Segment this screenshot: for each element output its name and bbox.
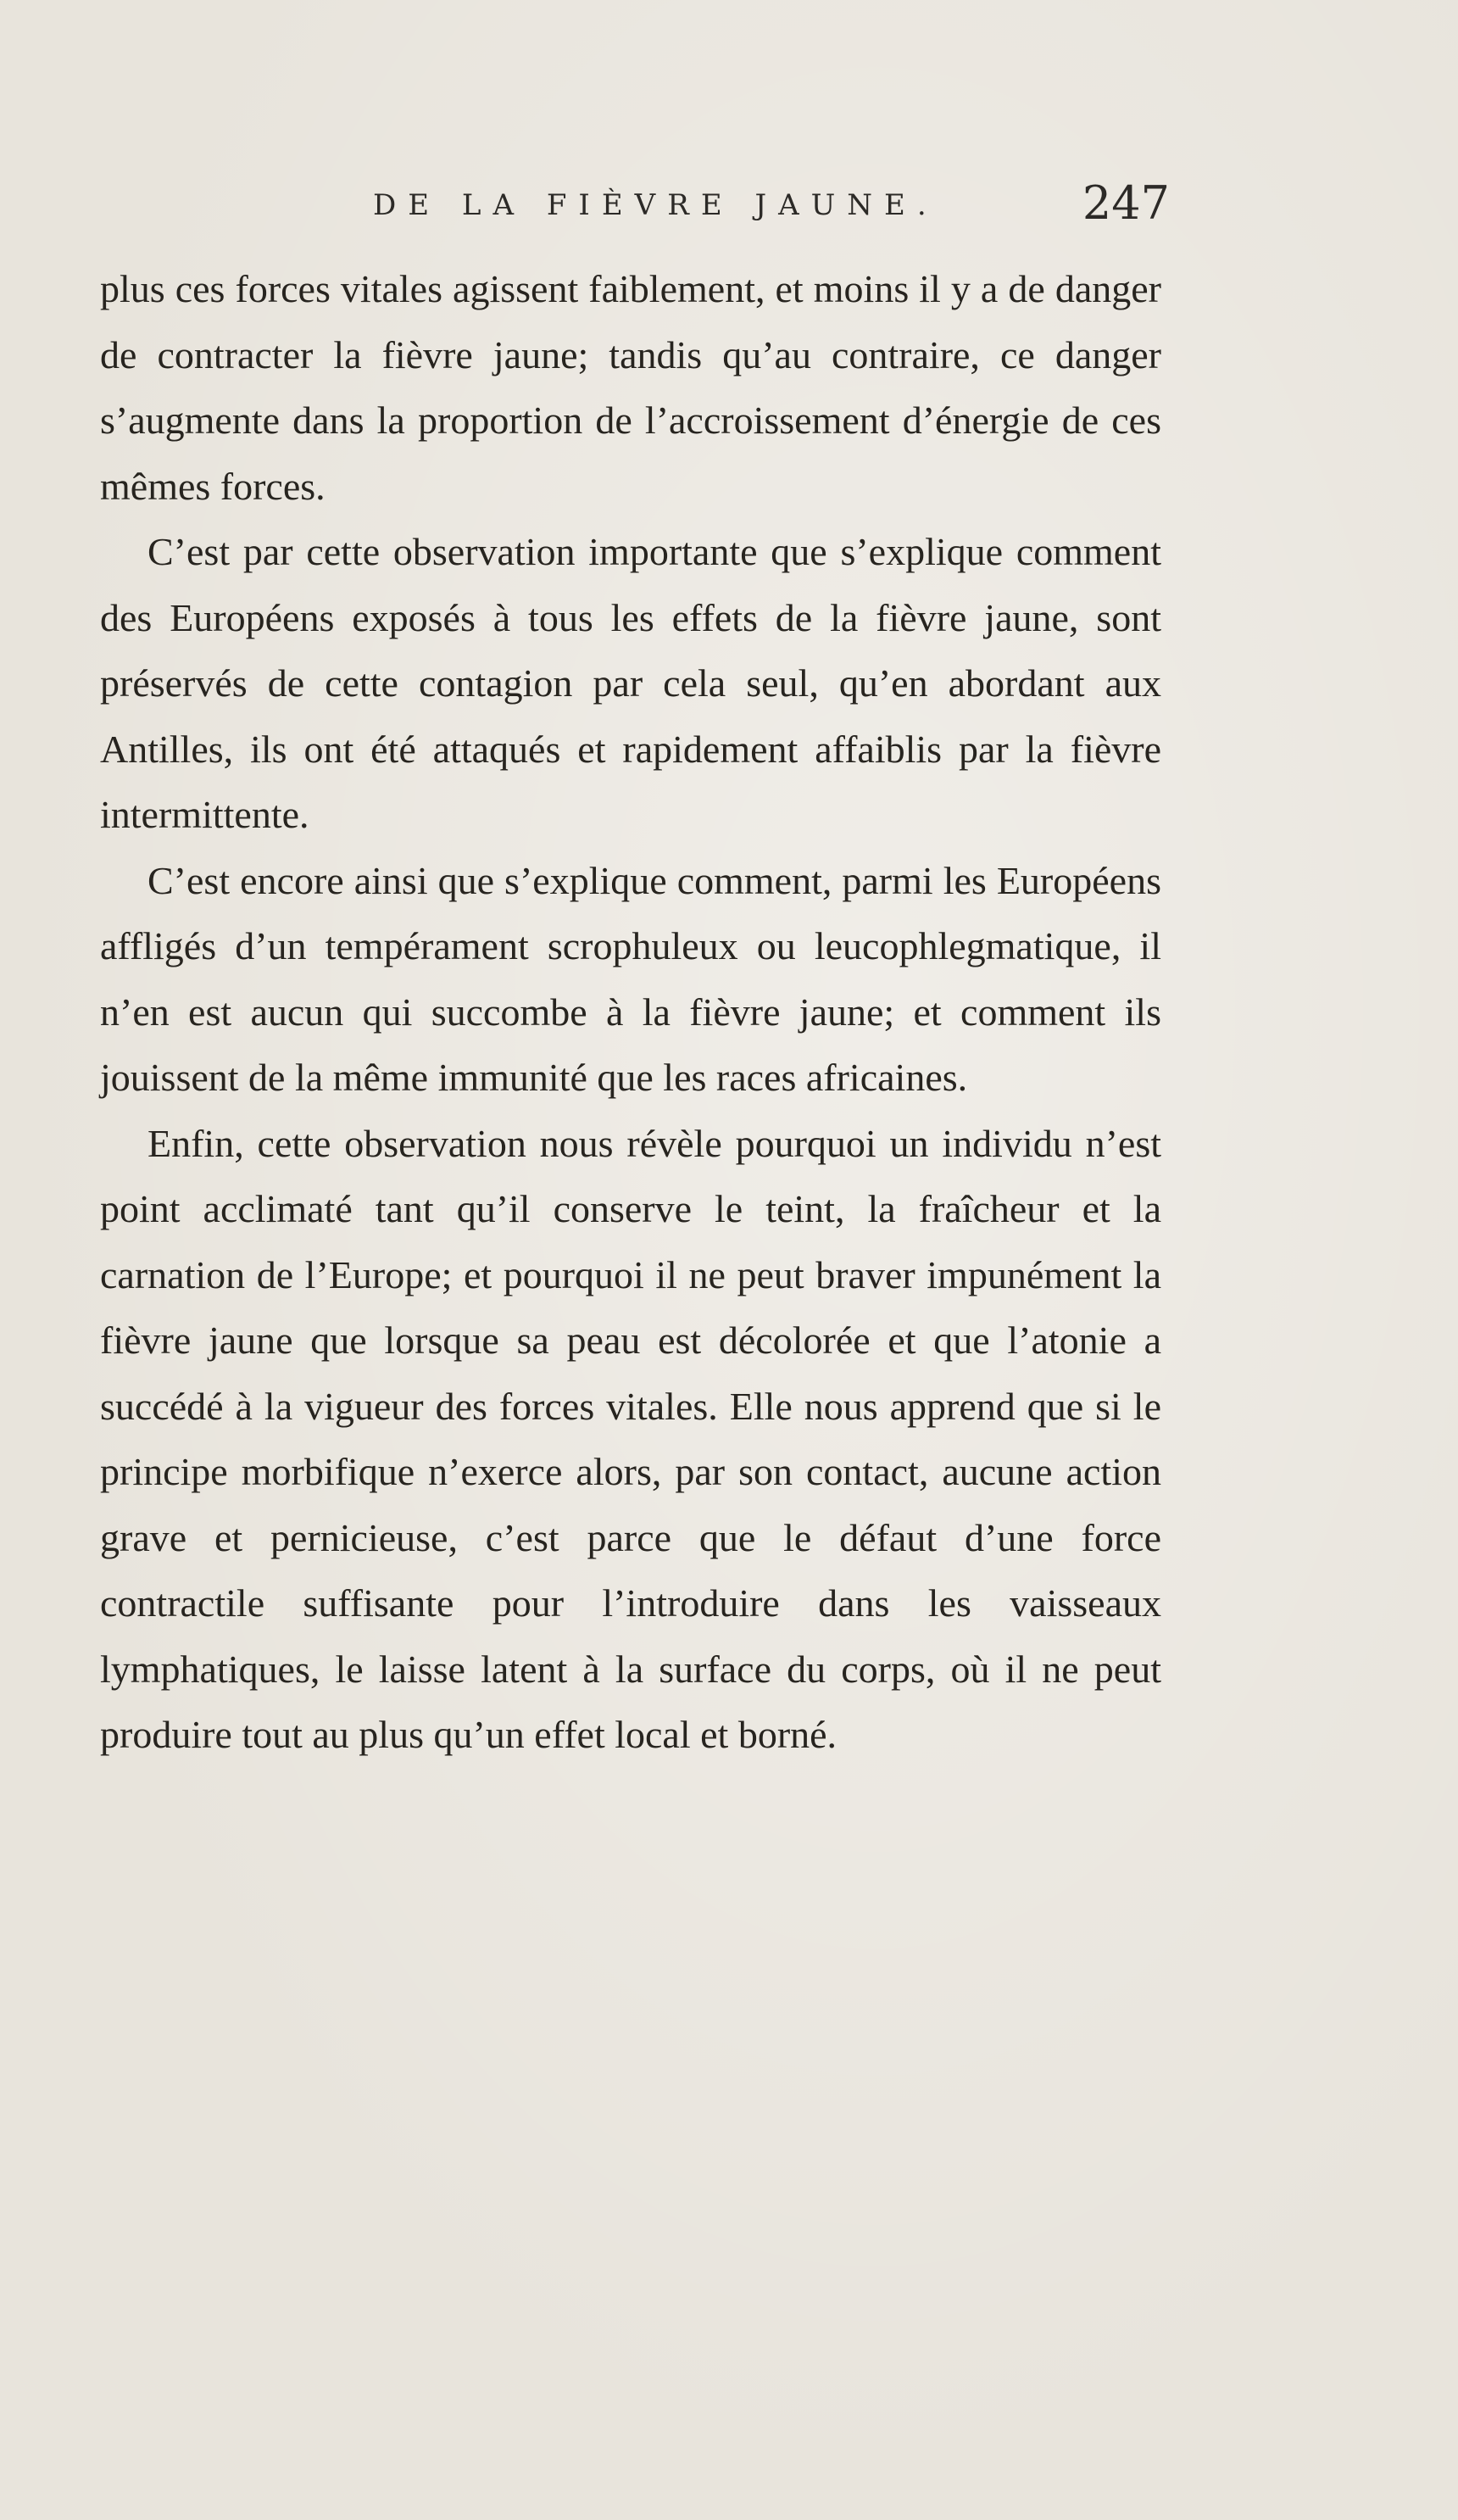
paragraph-1: plus ces forces vitales agissent faiblement, et moins il y a de danger de contracter la fièvre jaune; tandis qu’au contraire, ce danger s’augmente dans la proportion de l’accroissement d’énergie de ces mêmes forces. bbox=[100, 267, 1161, 508]
paragraph-4: Enfin, cette observation nous révèle pourquoi un individu n’est point acclimaté tant qu’il conserve le teint, la fraîcheur et la carnation de l’Europe; et pourquoi il ne peut braver impunément la fièvre jaune que lorsque sa peau est décolorée et que l’atonie a succédé à la vigueur des forces vitales. Elle nous apprend que si le principe morbifique n’exerce alors, par son contact, aucune action grave et pernicieuse, c’est parce que le défaut d’une force contractile suffisante pour l’introduire dans les vaisseaux lymphatiques, le laisse latent à la surface du corps, où il ne peut produire tout au plus qu’un effet local et borné. bbox=[100, 1121, 1161, 1756]
page-header bbox=[373, 176, 1170, 236]
paragraph-3: C’est encore ainsi que s’explique comment, parmi les Européens affligés d’un tempérament scrophuleux ou leucophlegmatique, il n’en est aucun qui succombe à la fièvre jaune; et comment ils jouissent de la même immunité que les races africaines. bbox=[100, 858, 1161, 1099]
paragraph-2: C’est par cette observation importante que s’explique comment des Européens exposés à tous les effets de la fièvre jaune, sont préservés de cette contagion par cela seul, qu’en abordant aux Antilles, ils ont été attaqués et rapidement affaiblis par la fièvre intermittente. bbox=[100, 530, 1161, 836]
running-title: DE LA FIÈVRE JAUNE. bbox=[373, 188, 938, 222]
page-number: 247 bbox=[1082, 176, 1170, 230]
body-text bbox=[100, 256, 1161, 1768]
